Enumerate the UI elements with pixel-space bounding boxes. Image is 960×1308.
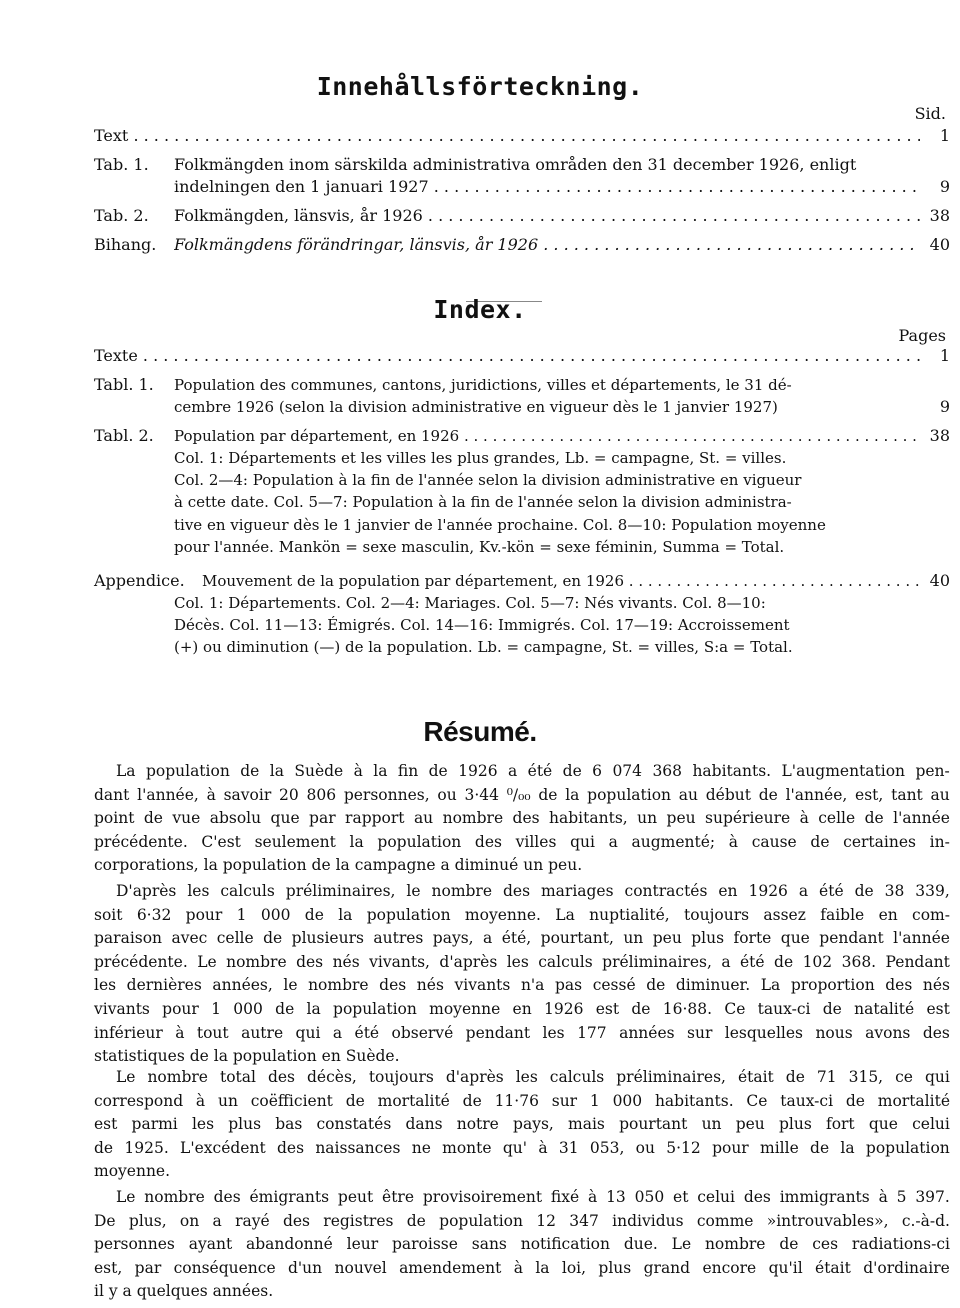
toc-entry-text: [94, 125, 950, 147]
toc-entry-label: Tab. 1.: [94, 155, 149, 174]
resume-title: Résumé.: [423, 716, 537, 747]
note-line: pour l'année. Mankön = sexe masculin, Kv.-kön = sexe féminin, Summa = Total.: [174, 537, 785, 556]
toc-entry-page: 38: [929, 206, 950, 225]
resume-paragraph-2-line: soit 6·32 pour 1 000 de la population moyenne. La nuptialité, toujours assez faible en com-: [94, 905, 950, 924]
index-entry-page: 38: [929, 426, 950, 445]
toc-entry-tab2: [94, 205, 950, 227]
resume-paragraph-1-line: précédente. C'est seulement la population des villes qui a augmenté; à cause de certaines in-: [94, 832, 950, 851]
resume-paragraph-4-line: De plus, on a rayé des registres de population 12 347 individus comme »introuvables», c.-à-d.: [94, 1211, 950, 1230]
index-entry-texte: [94, 345, 950, 367]
note-line: à cette date. Col. 5—7: Population à la fin de l'année selon la division administra-: [174, 493, 792, 512]
index-entry-label: Texte . . .: [94, 345, 920, 367]
resume-paragraph-4-line: est, par conséquence d'un nouvel amendement à la loi, plus grand encore qu'il était d'ordinaire: [94, 1258, 950, 1277]
index-entry-description: Mouvement de la population par département, en 1926 . . .: [202, 570, 920, 592]
resume-paragraph-3-line: est parmi les plus bas constatés dans notre pays, mais pourtant un peu plus fort que celui: [94, 1115, 950, 1134]
toc-entry-label: Tab. 2.: [94, 206, 149, 225]
index-entry-page: 9: [939, 397, 950, 416]
note-line: (+) ou diminution (—) de la population. Lb. = campagne, St. = villes, S:a = Total.: [174, 638, 793, 657]
index-entry-label: Appendice.: [94, 571, 185, 590]
resume-paragraph-2-line: D'après les calculs préliminaires, le nombre des mariages contractés en 1926 a été de 38 339,: [116, 882, 950, 900]
toc-page-label: Sid.: [914, 104, 946, 123]
resume-paragraph-2-line: paraison avec celle de plusieurs autres pays, a été, pourtant, un peu plus forte que pendant l'année: [94, 929, 950, 948]
toc-entry-description: Folkmängden inom särskilda administrativa områden den 31 december 1926, enligt: [174, 155, 857, 174]
resume-paragraph-4-line: personnes ayant abandonné leur paroisse sans notification due. Le nombre de ces radiations-ci: [94, 1235, 950, 1254]
index-entry-label: Tabl. 2.: [94, 426, 154, 445]
note-line: Col. 2—4: Population à la fin de l'année selon la division administrative en vigueur: [174, 471, 802, 490]
index-appendice-notes: [174, 592, 924, 659]
index-entry-description: Population par département, en 1926 . . .: [174, 425, 920, 447]
index-entry-page: 1: [939, 346, 950, 365]
toc-entry-description: Folkmängden, länsvis, år 1926 . . .: [174, 205, 920, 227]
toc-entry-description: Folkmängdens förändringar, länsvis, år 1926 . . .: [174, 234, 920, 256]
toc-title: Innehållsförteckning.: [316, 72, 644, 101]
index-title: Index.: [433, 295, 527, 324]
note-line: Col. 1: Départements. Col. 2—4: Mariages. Col. 5—7: Nés vivants. Col. 8—10:: [174, 594, 766, 612]
toc-entry-label: Text . . .: [94, 125, 920, 147]
resume-paragraph-2-line: les dernières années, le nombre des nés vivants n'a pas cessé de diminuer. La proportion des nés: [94, 976, 950, 995]
resume-paragraph-4-line: il y a quelques années.: [94, 1282, 274, 1301]
resume-paragraph-1-line: point de vue absolu que par rapport au nombre des habitants, un peu supérieure à celle de l'année: [94, 809, 950, 828]
resume-paragraph-3-line: moyenne.: [94, 1162, 171, 1181]
note-line: Col. 1: Départements et les villes les plus grandes, Lb. = campagne, St. = villes.: [174, 449, 787, 467]
index-tabl2-notes: [174, 447, 924, 558]
toc-entry-tab1-line2: [94, 176, 950, 198]
index-entry-tabl1-line2: [94, 396, 950, 418]
index-entry-description: Population des communes, cantons, juridictions, villes et départements, le 31 dé-: [174, 376, 792, 394]
index-entry-tabl1-line1: [94, 374, 950, 396]
resume-paragraph-1-line: corporations, la population de la campagne a diminué un peu.: [94, 856, 583, 875]
resume-paragraph-2-line: précédente. Le nombre des nés vivants, d'après les calculs préliminaires, a été de 102 368. Pendant: [94, 952, 950, 971]
index-entry-appendice: [94, 570, 950, 592]
index-entry-description: cembre 1926 (selon la division administrative en vigueur dès le 1 janvier 1927): [174, 398, 778, 416]
index-entry-tabl2: [94, 425, 950, 447]
toc-entry-page: 40: [929, 235, 950, 254]
note-line: Décès. Col. 11—13: Émigrés. Col. 14—16: Immigrés. Col. 17—19: Accroissement: [174, 616, 790, 635]
resume-paragraph-3-line: Le nombre total des décès, toujours d'après les calculs préliminaires, était de 71 315, ce qui: [116, 1068, 950, 1086]
toc-entry-page: 1: [939, 126, 950, 145]
index-page-label: Pages: [898, 326, 946, 345]
toc-entry-label: Bihang.: [94, 235, 157, 254]
index-entry-label: Tabl. 1.: [94, 375, 154, 394]
resume-paragraph-1-line: La population de la Suède à la fin de 1926 a été de 6 074 368 habitants. L'augmentation pen-: [116, 762, 950, 780]
toc-entry-description: indelningen den 1 januari 1927 . . .: [174, 176, 920, 198]
resume-paragraph-2-line: statistiques de la population en Suède.: [94, 1047, 400, 1066]
resume-paragraph-2-line: inférieur à tout autre qui a été observé pendant les 177 années sur lesquelles nous avons des: [94, 1023, 950, 1042]
toc-entry-page: 9: [939, 177, 950, 196]
resume-paragraph-4-line: Le nombre des émigrants peut être provisoirement fixé à 13 050 et celui des immigrants à 5 397.: [116, 1188, 950, 1206]
resume-paragraph-3-line: correspond à un coëfficient de mortalité de 11·76 sur 1 000 habitants. Ce taux-ci de mortalité: [94, 1091, 950, 1110]
toc-entry-tab1-line1: [94, 154, 950, 176]
resume-paragraph-2-line: vivants pour 1 000 de la population moyenne en 1926 est de 16·88. Ce taux-ci de natalité est: [94, 1000, 950, 1018]
resume-paragraph-1-line: dant l'année, à savoir 20 806 personnes, ou 3·44 ⁰/₀₀ de la population au début de l'année, est, tant au: [94, 785, 950, 804]
index-entry-page: 40: [929, 571, 950, 590]
resume-paragraph-3-line: de 1925. L'excédent des naissances ne monte qu' à 31 053, ou 5·12 pour mille de la population: [94, 1138, 950, 1157]
toc-entry-bihang: [94, 234, 950, 256]
note-line: tive en vigueur dès le 1 janvier de l'année prochaine. Col. 8—10: Population moyenne: [174, 515, 826, 534]
